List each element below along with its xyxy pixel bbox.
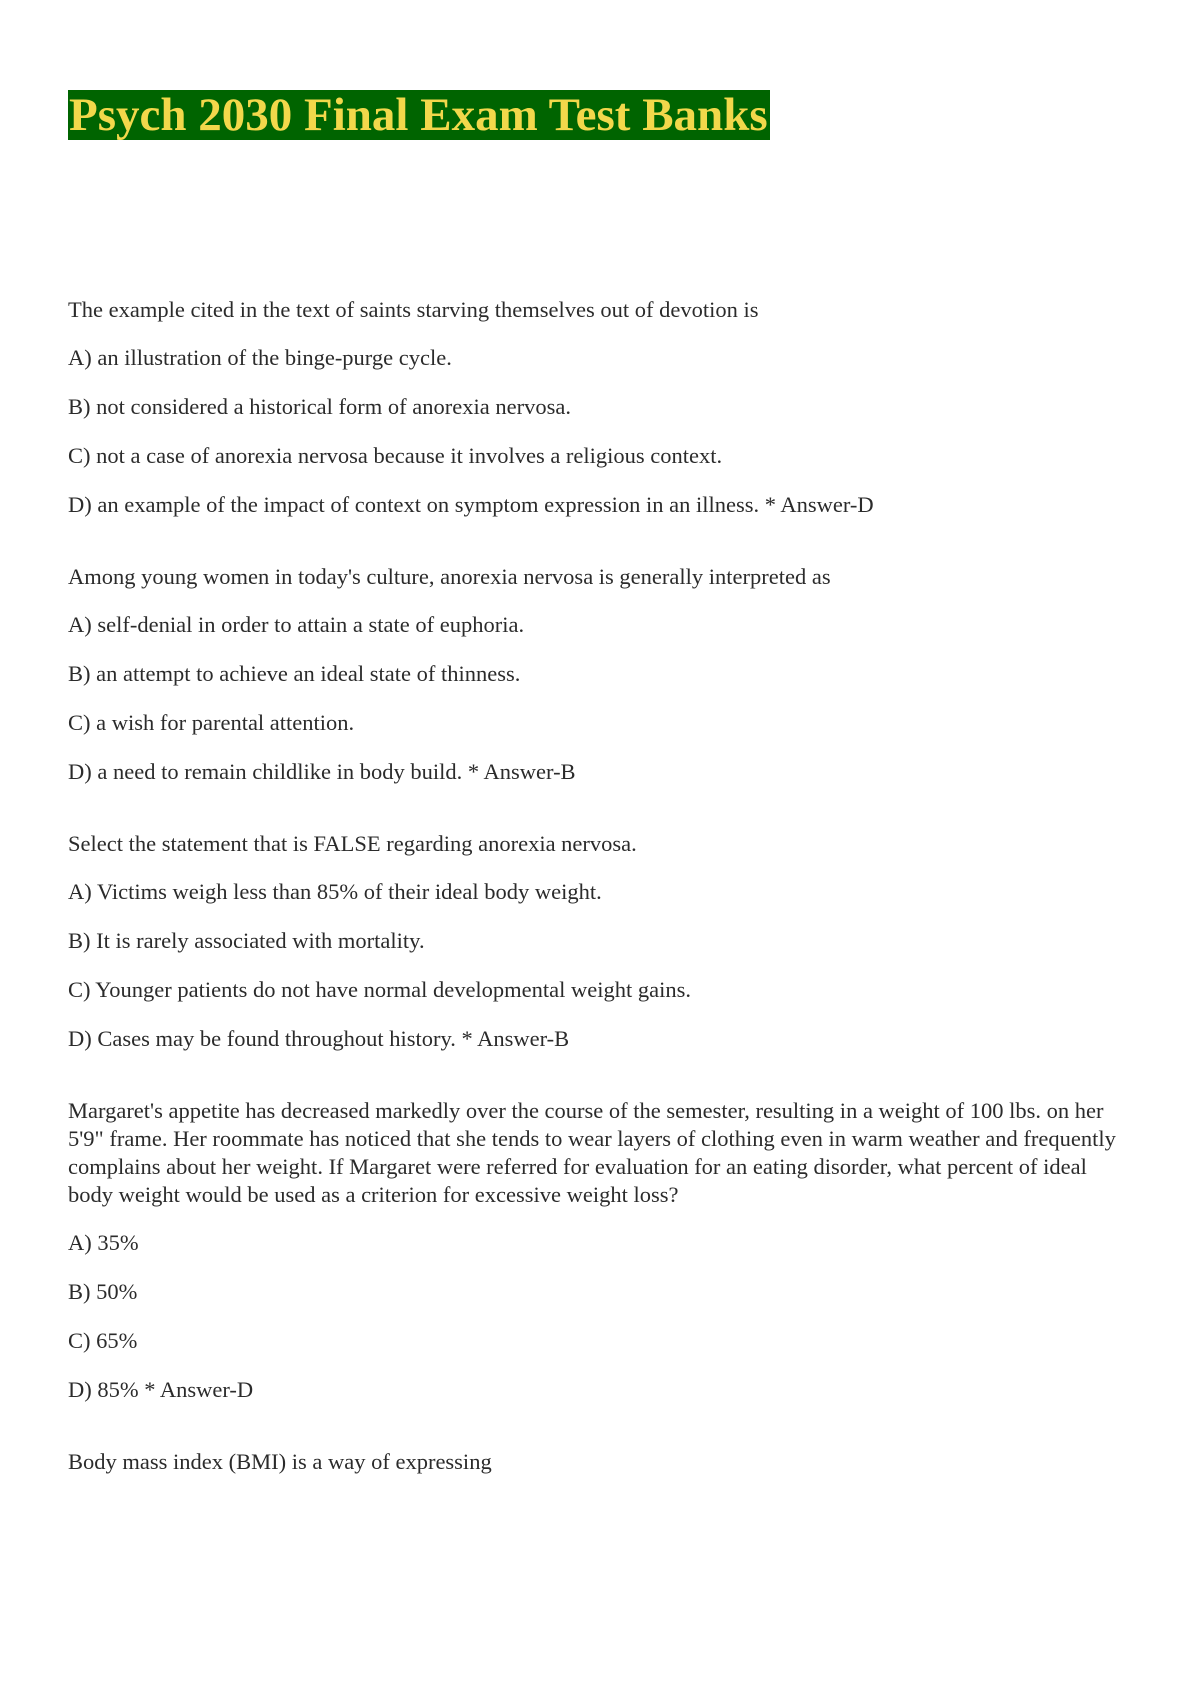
question-3 bbox=[68, 830, 1128, 1053]
option-b: B) an attempt to achieve an ideal state of thinness. bbox=[68, 661, 521, 686]
question-1 bbox=[68, 296, 1128, 519]
option-a: A) an illustration of the binge-purge cycle. bbox=[68, 345, 452, 370]
question-stem: Select the statement that is FALSE regarding anorexia nervosa. bbox=[68, 831, 637, 856]
option-d: D) 85% * Answer-D bbox=[68, 1377, 254, 1402]
option-c: C) a wish for parental attention. bbox=[68, 710, 355, 735]
option-c: C) Younger patients do not have normal developmental weight gains. bbox=[68, 977, 692, 1002]
option-d: D) a need to remain childlike in body build. * Answer-B bbox=[68, 759, 576, 784]
option-d: D) Cases may be found throughout history. * Answer-B bbox=[68, 1026, 570, 1051]
question-stem: Body mass index (BMI) is a way of expressing bbox=[68, 1449, 492, 1474]
option-a: A) self-denial in order to attain a state of euphoria. bbox=[68, 612, 525, 637]
document-title: Psych 2030 Final Exam Test Banks bbox=[69, 89, 768, 141]
question-stem: The example cited in the text of saints starving themselves out of devotion is bbox=[68, 297, 759, 322]
option-d: D) an example of the impact of context on symptom expression in an illness. * Answer-D bbox=[68, 492, 874, 517]
option-b: B) 50% bbox=[68, 1279, 138, 1304]
title-block bbox=[68, 90, 770, 140]
question-5 bbox=[68, 1448, 1128, 1476]
option-b: B) It is rarely associated with mortality. bbox=[68, 928, 425, 953]
option-a: A) 35% bbox=[68, 1230, 139, 1255]
question-2 bbox=[68, 563, 1128, 786]
question-stem: Among young women in today's culture, anorexia nervosa is generally interpreted as bbox=[68, 564, 831, 589]
option-b: B) not considered a historical form of anorexia nervosa. bbox=[68, 394, 571, 419]
question-4 bbox=[68, 1097, 1128, 1404]
option-c: C) 65% bbox=[68, 1328, 138, 1353]
question-list bbox=[68, 296, 1128, 1520]
question-stem: Margaret's appetite has decreased markedly over the course of the semester, resulting in a weight of 100 lbs. on her 5'9" frame. Her roommate has noticed that she tends to wear layers of clothing even in warm weather and frequently complains about her weight. If Margaret were referred for evaluation for an eating disorder, what percent of ideal body weight would be used as a criterion for excessive weight loss? bbox=[68, 1098, 1116, 1207]
option-a: A) Victims weigh less than 85% of their ideal body weight. bbox=[68, 879, 602, 904]
option-c: C) not a case of anorexia nervosa because it involves a religious context. bbox=[68, 443, 723, 468]
